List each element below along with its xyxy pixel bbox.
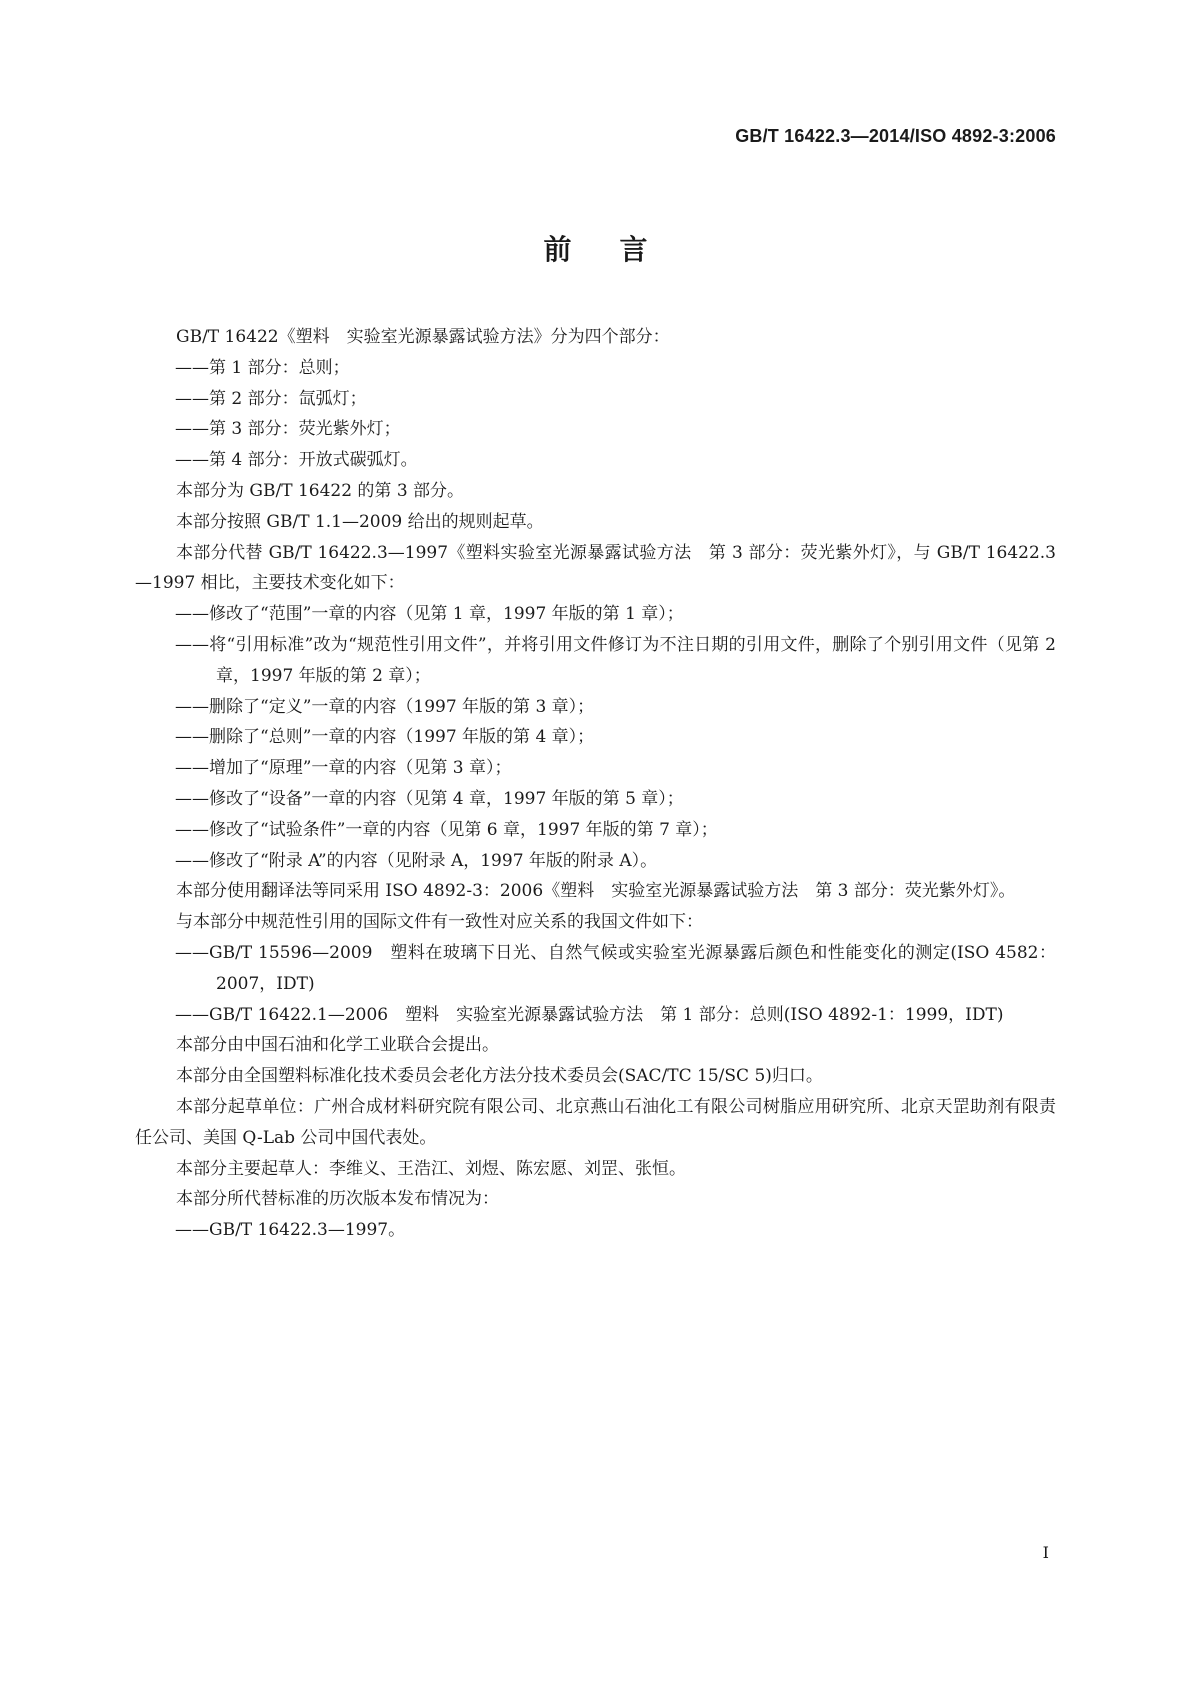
intro-paragraph: GB/T 16422《塑料 实验室光源暴露试验方法》分为四个部分： — [176, 327, 670, 347]
change-list-item: ——删除了“定义”一章的内容（1997 年版的第 3 章）； — [175, 696, 595, 717]
foreword-body — [135, 322, 1056, 1246]
standard-code-header: GB/T 16422.3—2014/ISO 4892-3:2006 — [735, 126, 1056, 146]
part-statement: 本部分为 GB/T 16422 的第 3 部分。 — [176, 480, 465, 501]
change-list-item: ——修改了“设备”一章的内容（见第 4 章，1997 年版的第 5 章）； — [175, 788, 684, 809]
reference-list-item: ——GB/T 16422.1—2006 塑料 实验室光源暴露试验方法 第 1 部分：总则(ISO 4892-1：1999，IDT) — [175, 1004, 1004, 1025]
correspondence-intro: 与本部分中规范性引用的国际文件有一致性对应关系的我国文件如下： — [176, 912, 703, 933]
replacement-statement: 本部分代替 GB/T 16422.3—1997《塑料实验室光源暴露试验方法 第 3 部分：荧光紫外灯》，与 GB/T 16422.3—1997 相比，主要技术变化如下： — [135, 542, 1056, 594]
proposer-statement: 本部分由中国石油和化学工业联合会提出。 — [176, 1035, 499, 1056]
change-list-item: ——将“引用标准”改为“规范性引用文件”，并将引用文件修订为不注日期的引用文件，删除了个别引用文件（见第 2 章，1997 年版的第 2 章）； — [175, 634, 1056, 686]
change-list-item: ——增加了“原理”一章的内容（见第 3 章）； — [175, 758, 512, 779]
history-list-item: ——GB/T 16422.3—1997。 — [175, 1220, 406, 1241]
part-list-item: ——第 4 部分：开放式碳弧灯。 — [175, 450, 418, 471]
drafters-statement: 本部分主要起草人：李维义、王浩江、刘煜、陈宏愿、刘罡、张恒。 — [176, 1158, 686, 1179]
part-list-item: ——第 1 部分：总则； — [175, 357, 350, 378]
reference-list-item: ——GB/T 15596—2009 塑料在玻璃下日光、自然气候或实验室光源暴露后颜色和性能变化的测定(ISO 4582：2007，IDT) — [175, 942, 1056, 994]
change-list-item: ——修改了“范围”一章的内容（见第 1 章，1997 年版的第 1 章）； — [175, 604, 684, 625]
history-intro: 本部分所代替标准的历次版本发布情况为： — [176, 1189, 499, 1210]
change-list-item: ——修改了“附录 A”的内容（见附录 A，1997 年版的附录 A）。 — [175, 850, 658, 871]
part-list-item: ——第 2 部分：氙弧灯； — [175, 388, 367, 409]
committee-statement: 本部分由全国塑料标准化技术委员会老化方法分技术委员会(SAC/TC 15/SC 5)归口。 — [176, 1066, 823, 1087]
drafting-units-statement: 本部分起草单位：广州合成材料研究院有限公司、北京燕山石油化工有限公司树脂应用研究所、北京天罡助剂有限责任公司、美国 Q-Lab 公司中国代表处。 — [135, 1096, 1056, 1148]
change-list-item: ——修改了“试验条件”一章的内容（见第 6 章，1997 年版的第 7 章）； — [175, 819, 718, 840]
part-list-item: ——第 3 部分：荧光紫外灯； — [175, 419, 401, 440]
page-number: I — [1042, 1543, 1049, 1562]
change-list-item: ——删除了“总则”一章的内容（1997 年版的第 4 章）； — [175, 727, 595, 748]
drafting-rules-statement: 本部分按照 GB/T 1.1—2009 给出的规则起草。 — [176, 511, 544, 532]
adoption-statement: 本部分使用翻译法等同采用 ISO 4892-3：2006《塑料 实验室光源暴露试验方法 第 3 部分：荧光紫外灯》。 — [176, 881, 1016, 902]
page-title: 前言 — [543, 233, 696, 266]
